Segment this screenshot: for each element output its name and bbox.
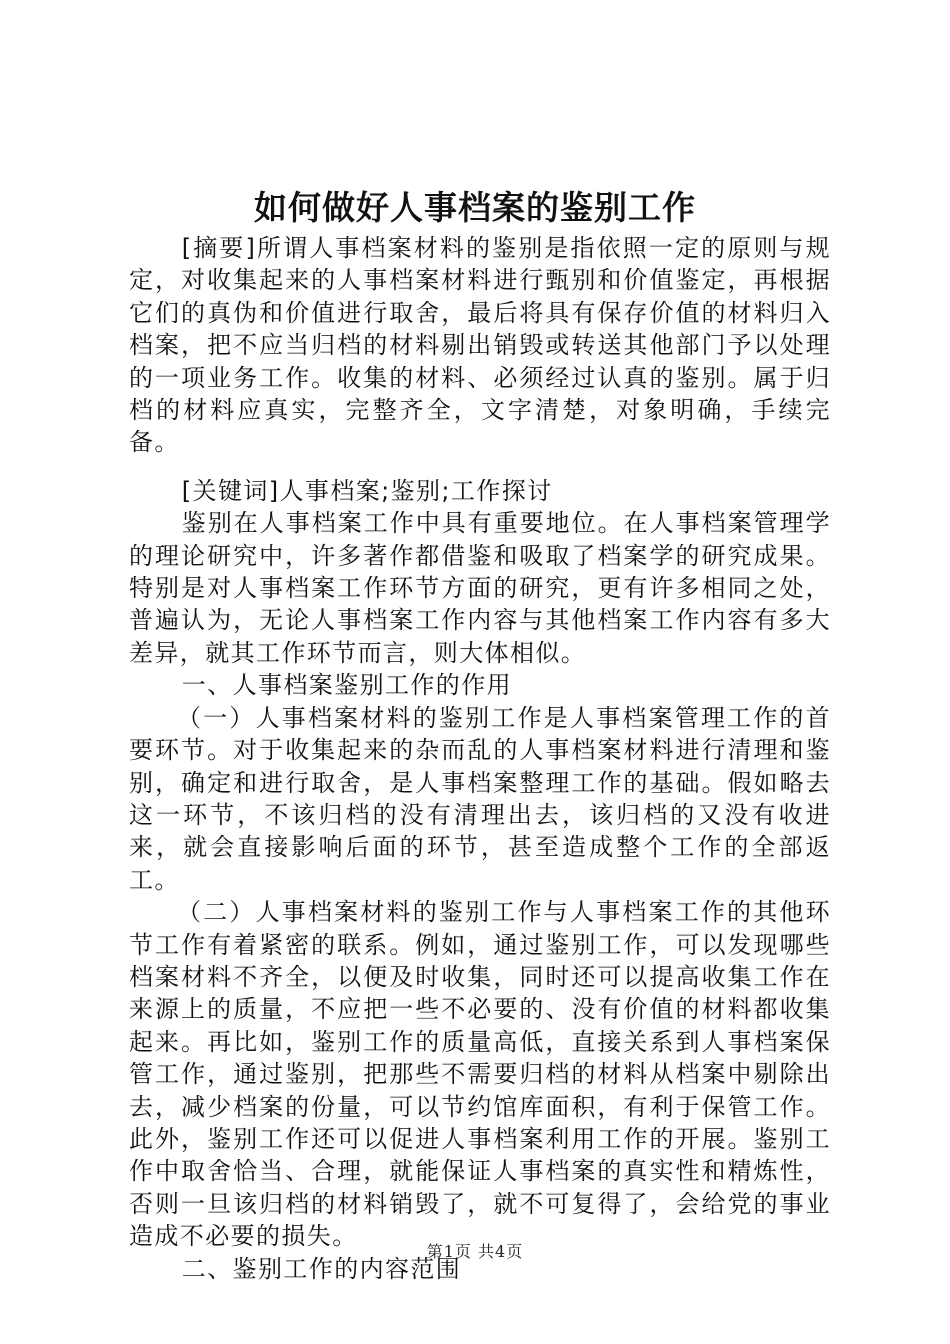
document-body xyxy=(129,232,831,1285)
intro-paragraph: 鉴别在人事档案工作中具有重要地位。在人事档案管理学的理论研究中，许多著作都借鉴和吸取了档案学的研究成果。特别是对人事档案工作环节方面的研究，更有许多相同之处，普遍认为，无论人事档案工作内容与其他档案工作内容有多大差异，就其工作环节而言，则大体相似。 xyxy=(129,509,831,667)
section1-paragraph-1: （一）人事档案材料的鉴别工作是人事档案管理工作的首要环节。对于收集起来的杂而乱的人事档案材料进行清理和鉴别，确定和进行取舍，是人事档案整理工作的基础。假如略去这一环节，不该归档的没有清理出去，该归档的又没有收进来，就会直接影响后面的环节，甚至造成整个工作的全部返工。 xyxy=(129,703,831,894)
section1-paragraph-2: （二）人事档案材料的鉴别工作与人事档案工作的其他环节工作有着紧密的联系。例如，通过鉴别工作，可以发现哪些档案材料不齐全，以便及时收集，同时还可以提高收集工作在来源上的质量，不应把一些不必要的、没有价值的材料都收集起来。再比如，鉴别工作的质量高低，直接关系到人事档案保管工作，通过鉴别，把那些不需要归档的材料从档案中剔除出去，减少档案的份量，可以节约馆库面积，有利于保管工作。此外，鉴别工作还可以促进人事档案利用工作的开展。鉴别工作中取舍恰当、合理，就能保证人事档案的真实性和精炼性，否则一旦该归档的材料销毁了，就不可复得了，会给党的事业造成不必要的损失。 xyxy=(129,898,831,1251)
abstract-paragraph: [摘要]所谓人事档案材料的鉴别是指依照一定的原则与规定，对收集起来的人事档案材料进行甄别和价值鉴定，再根据它们的真伪和价值进行取舍，最后将具有保存价值的材料归入档案，把不应当归档的材料剔出销毁或转送其他部门予以处理的一项业务工作。收集的材料、必须经过认真的鉴别。属于归档的材料应真实，完整齐全，文字清楚，对象明确，手续完备。 xyxy=(129,234,831,457)
page-title: 如何做好人事档案的鉴别工作 xyxy=(254,188,696,227)
section-heading-2: 二、鉴别工作的内容范围 xyxy=(181,1254,462,1283)
section-heading-1: 一、人事档案鉴别工作的作用 xyxy=(181,671,512,700)
page-number: 第1页 共4页 xyxy=(426,1242,524,1261)
keywords-paragraph: [关键词]人事档案;鉴别;工作探讨 xyxy=(181,476,553,505)
